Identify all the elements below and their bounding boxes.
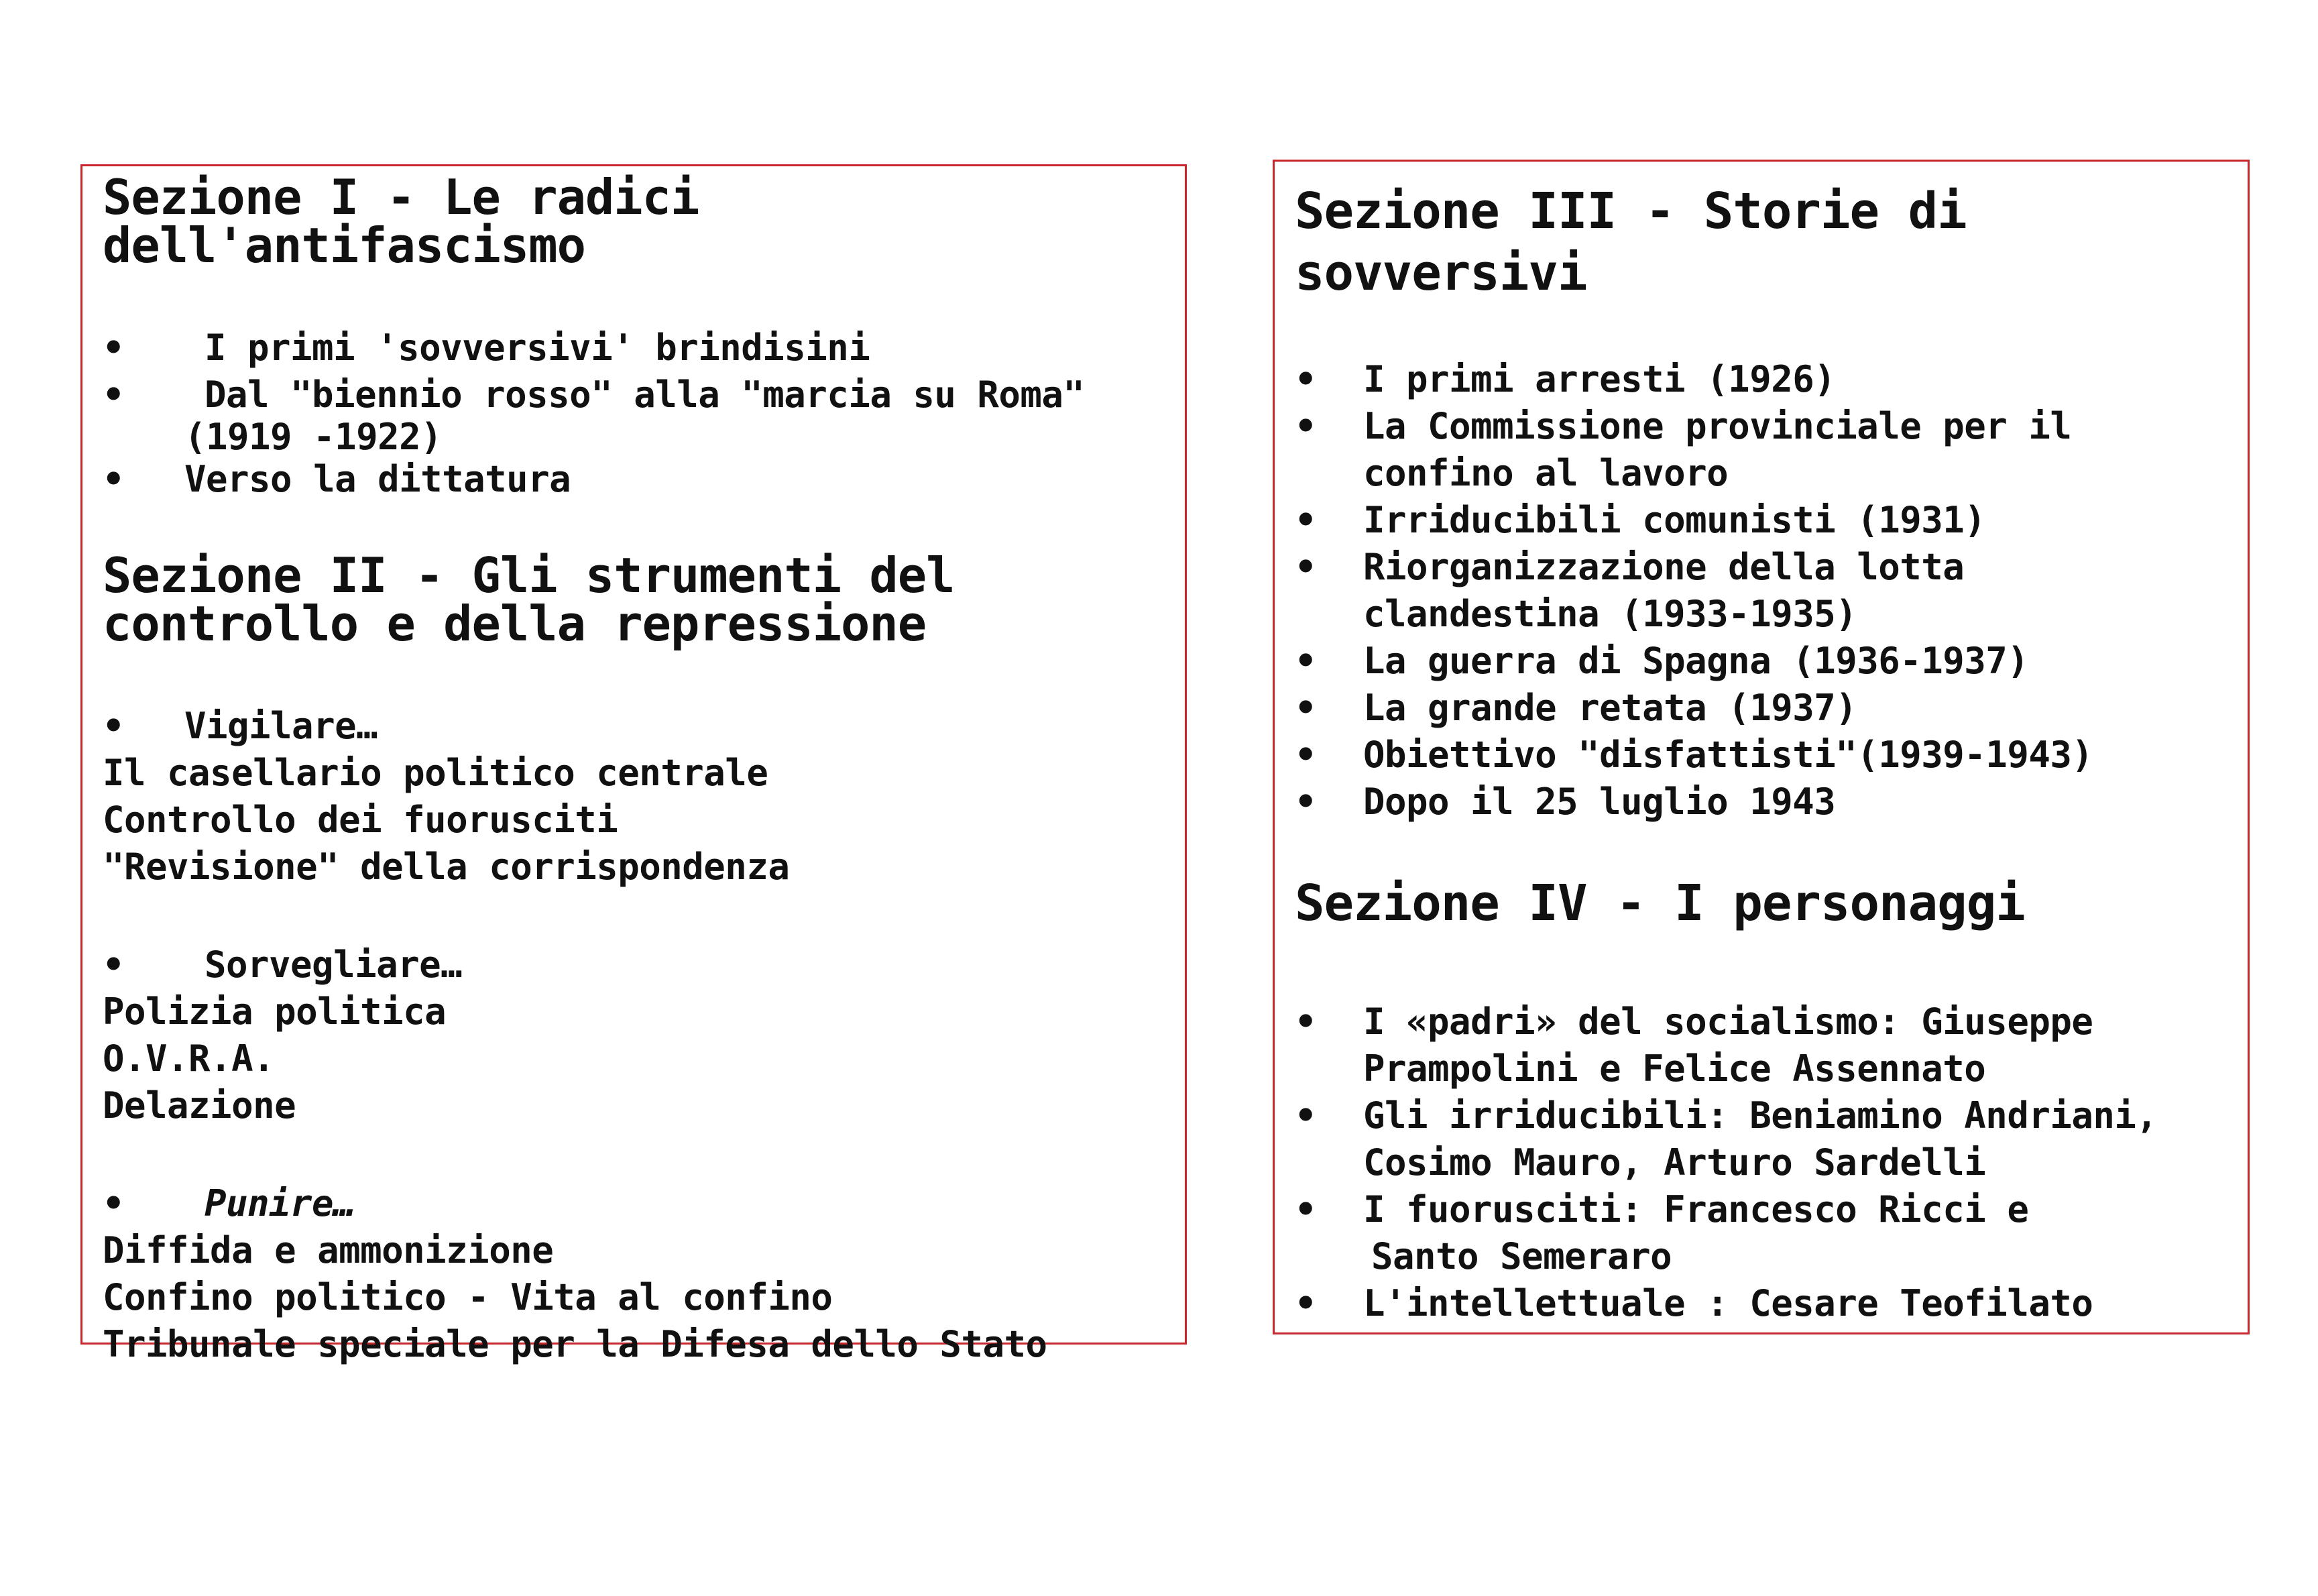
bullet-icon: • bbox=[1295, 1188, 1317, 1231]
list-item: • La Commissione provinciale per il confino al lavoro bbox=[1295, 403, 2227, 497]
bullet-icon: • bbox=[103, 1182, 125, 1224]
section-1-title: Sezione I - Le radici dell'antifascismo bbox=[103, 169, 699, 274]
section-1-list bbox=[103, 325, 1165, 503]
group-head-vigilare bbox=[103, 703, 1165, 750]
list-item: • L'intellettuale : Cesare Teofilato bbox=[1295, 1280, 2227, 1327]
group-head-punire bbox=[103, 1180, 1165, 1227]
bullet-icon: • bbox=[1295, 358, 1317, 400]
bullet-icon: • bbox=[1295, 1001, 1317, 1043]
bullet-icon: • bbox=[1295, 734, 1317, 776]
section-4-list bbox=[1295, 999, 2227, 1327]
list-item: • Vigilare… bbox=[103, 703, 1165, 750]
list-item: • Irriducibili comunisti (1931) bbox=[1295, 497, 2227, 544]
bullet-icon: • bbox=[103, 458, 125, 500]
left-panel bbox=[80, 164, 1187, 1365]
group-items-sorvegliare: Polizia politica O.V.R.A. Delazione bbox=[103, 990, 447, 1127]
list-item: • La guerra di Spagna (1936-1937) bbox=[1295, 638, 2227, 685]
bullet-icon: • bbox=[1295, 405, 1317, 447]
bullet-icon: • bbox=[103, 327, 125, 369]
list-item: • Dal "biennio rosso" alla "marcia su Roma" (1919 -1922) bbox=[103, 372, 1165, 456]
bullet-icon: • bbox=[103, 374, 125, 416]
list-item: • I primi arresti (1926) bbox=[1295, 356, 2227, 403]
bullet-icon: • bbox=[1295, 546, 1317, 588]
list-item: • Sorvegliare… bbox=[103, 942, 1165, 988]
group-items-punire: Diffida e ammonizione Confino politico - Vita al confino Tribunale speciale per la Difesa dello Stato bbox=[103, 1229, 1047, 1365]
group-items-vigilare: Il casellario politico centrale Controllo dei fuorusciti "Revisione" della corrispondenza bbox=[103, 752, 790, 888]
list-item: • I fuorusciti: Francesco Ricci e Santo Semeraro bbox=[1295, 1186, 2227, 1280]
list-item: • Punire… bbox=[103, 1180, 1165, 1227]
bullet-icon: • bbox=[103, 944, 125, 986]
bullet-icon: • bbox=[103, 705, 125, 747]
list-item: • La grande retata (1937) bbox=[1295, 685, 2227, 732]
list-item: • Verso la dittatura bbox=[103, 456, 1165, 503]
group-head-sorvegliare bbox=[103, 942, 1165, 988]
bullet-icon: • bbox=[1295, 687, 1317, 729]
list-item: • Dopo il 25 luglio 1943 bbox=[1295, 779, 2227, 825]
right-panel bbox=[1273, 160, 2250, 1334]
section-3-title: Sezione III - Storie di sovversivi bbox=[1295, 182, 1967, 302]
section-2-title: Sezione II - Gli strumenti del controllo e della repressione bbox=[103, 547, 955, 652]
bullet-icon: • bbox=[1295, 640, 1317, 682]
bullet-icon: • bbox=[1295, 499, 1317, 541]
section-3-list bbox=[1295, 356, 2227, 825]
section-4-title: Sezione IV - I personaggi bbox=[1295, 874, 2025, 932]
bullet-icon: • bbox=[1295, 781, 1317, 823]
list-item: • Riorganizzazione della lotta clandestina (1933-1935) bbox=[1295, 544, 2227, 638]
list-item: • I primi 'sovversivi' brindisini bbox=[103, 325, 1165, 372]
bullet-icon: • bbox=[1295, 1094, 1317, 1137]
list-item: • Obiettivo "disfattisti"(1939-1943) bbox=[1295, 732, 2227, 779]
list-item: • I «padri» del socialismo: Giuseppe Prampolini e Felice Assennato bbox=[1295, 999, 2227, 1092]
bullet-icon: • bbox=[1295, 1282, 1317, 1324]
list-item: • Gli irriducibili: Beniamino Andriani, Cosimo Mauro, Arturo Sardelli bbox=[1295, 1092, 2227, 1186]
